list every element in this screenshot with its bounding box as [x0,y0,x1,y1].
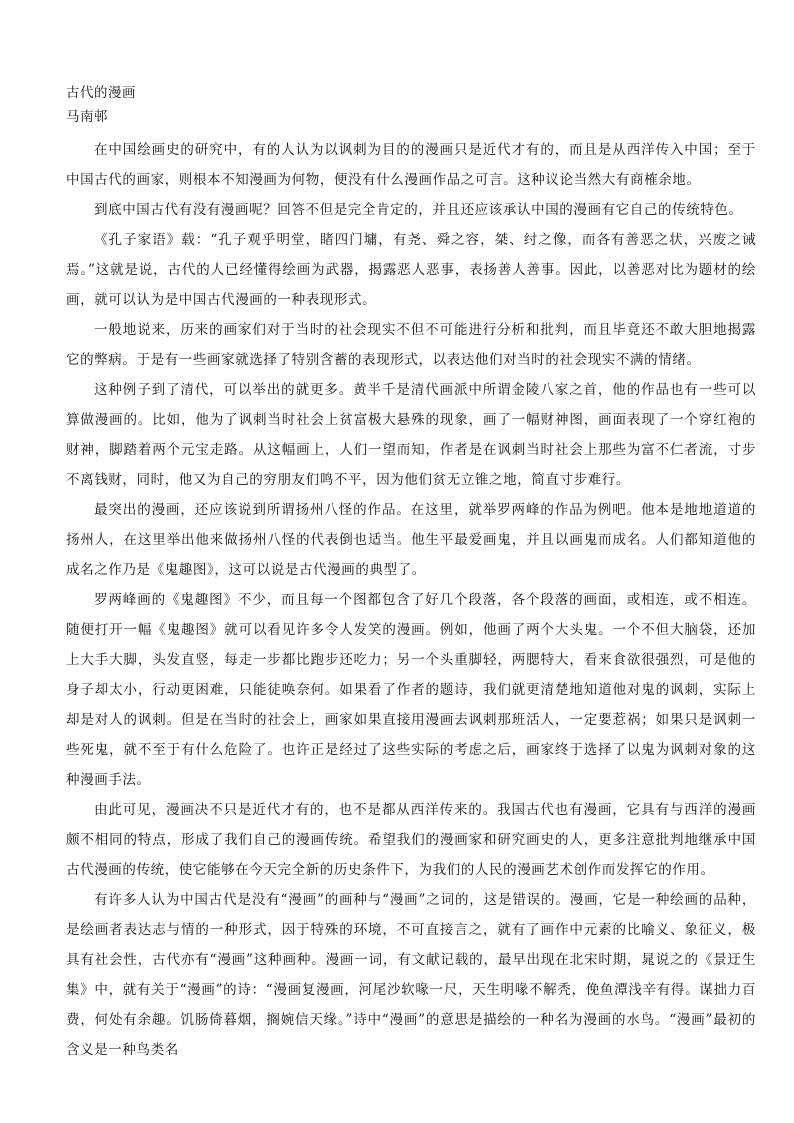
paragraph: 最突出的漫画，还应该说到所谓扬州八怪的作品。在这里，就举罗两峰的作品为例吧。他本是地地道道的扬州人，在这里举出他来做扬州八怪的代表倒也适当。他生平最爱画鬼，并且以画鬼而成名。人们都知道他的成名之作乃是《鬼趣图》，这可以说是古代漫画的典型了。 [66,502,756,578]
paragraph: 罗两峰画的《鬼趣图》不少，而且每一个图都包含了好几个段落，各个段落的画面，或相连，或不相连。随便打开一幅《鬼趣图》就可以看见许多令人发笑的漫画。例如，他画了两个大头鬼。一个不但大脑袋，还加上大手大脚，头发直竖，每走一步都比跑步还吃力；另一个头重脚轻，两腮特大，看来食欲很强烈，可是他的身子却太小，行动更困难，只能徒唤奈何。如果看了作者的题诗，我们就更清楚地知道他对鬼的讽刺，实际上却是对人的讽刺。但是在当时的社会上，画家如果直接用漫画去讽刺那班活人，一定要惹祸；如果只是讽刺一些死鬼，就不至于有什么危险了。也许正是经过了这些实际的考虑之后，画家终于选择了以鬼为讽刺对象的这种漫画手法。 [66,592,756,788]
paragraph: 由此可见，漫画决不只是近代才有的，也不是都从西洋传来的。我国古代也有漫画，它具有与西洋的漫画颇不相同的特点，形成了我们自己的漫画传统。希望我们的漫画家和研究画史的人，更多注意批判地继承中国古代漫画的传统，使它能够在今天完全新的历史条件下，为我们的人民的漫画艺术创作而发挥它的作用。 [66,802,756,878]
paragraph: 《孔子家语》载：“孔子观乎明堂，睹四门墉，有尧、舜之容，桀、纣之像，而各有善恶之状，兴废之诫焉。”这就是说，古代的人已经懂得绘画为武器，揭露恶人恶事，表扬善人善事。因此，以善恶对比为题材的绘画，就可以认为是中国古代漫画的一种表现形式。 [66,232,756,308]
paragraph: 在中国绘画史的研究中，有的人认为以讽刺为目的的漫画只是近代才有的，而且是从西洋传入中国；至于中国古代的画家，则根本不知漫画为何物，便没有什么漫画作品之可言。这种议论当然大有商榷余地。 [66,142,756,188]
article-body [66,81,756,1065]
paragraph: 到底中国古代有没有漫画呢？回答不但是完全肯定的，并且还应该承认中国的漫画有它自己的传统特色。 [94,202,743,218]
article-title: 古代的漫画 [66,85,136,101]
paragraph: 一般地说来，历来的画家们对于当时的社会现实不但不可能进行分析和批判，而且毕竟还不敢大胆地揭露它的弊病。于是有一些画家就选择了特别含蓄的表现形式，以表达他们对当时的社会现实不满的情绪。 [66,322,756,368]
paragraph: 这种例子到了清代，可以举出的就更多。黄半千是清代画派中所谓金陵八家之首，他的作品也有一些可以算做漫画的。比如，他为了讽刺当时社会上贫富极大悬殊的现象，画了一幅财神图，画面表现了一个穿红袍的财神，脚踏着两个元宝走路。从这幅画上，人们一望而知，作者是在讽刺当时社会上那些为富不仁者流，寸步不离钱财，同时，他又为自己的穷朋友们鸣不平，因为他们贫无立锥之地，简直寸步难行。 [66,382,756,488]
article-author: 马南邨 [66,109,108,125]
paragraph: 有许多人认为中国古代是没有“漫画”的画种与“漫画”之词的，这是错误的。漫画，它是一种绘画的品种，是绘画者表达志与情的一种形式，因于特殊的环境，不可直接言之，就有了画作中元素的比喻义、象征义，极具有社会性，古代亦有“漫画”这种画种。漫画一词，有文献记载的，最早出现在北宋时期，晁说之的《景迂生集》中，就有关于“漫画”的诗：“漫画复漫画，河尾沙软喙一尺，天生明喙不解秃，俛鱼潭浅辛有得。谋拙力百费，何处有余趣。饥肠倚暮烟，搁婉信天缘。”诗中“漫画”的意思是描绘的一种名为漫画的水鸟。“漫画”最初的含义是一种鸟类名 [66,892,756,1058]
